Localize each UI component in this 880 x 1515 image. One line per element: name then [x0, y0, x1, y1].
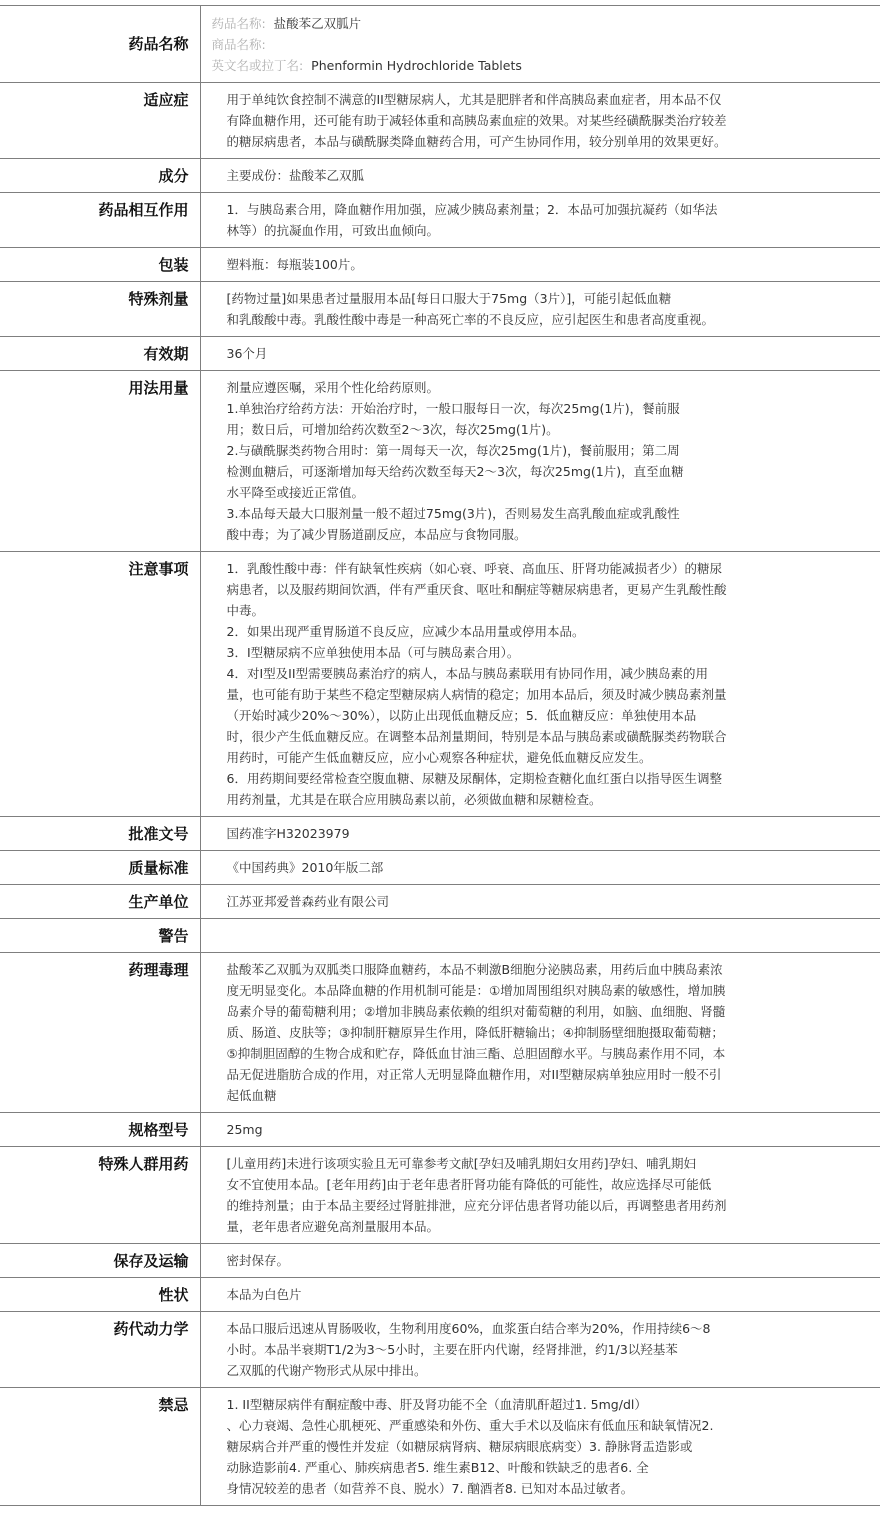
row-value-text: 国药准字H32023979 [226, 826, 350, 841]
row-value [200, 1312, 880, 1388]
row-interactions [0, 193, 880, 248]
row-value [200, 953, 880, 1113]
row-special-dosage [0, 282, 880, 337]
row-label: 包装 [0, 248, 200, 282]
row-specification [0, 1113, 880, 1147]
row-label: 成分 [0, 159, 200, 193]
row-label: 适应症 [0, 83, 200, 159]
row-value [200, 1278, 880, 1312]
row-label: 用法用量 [0, 371, 200, 552]
row-value [200, 83, 880, 159]
row-value-text: 用于单纯饮食控制不满意的II型糖尿病人，尤其是肥胖者和伴高胰岛素血症者，用本品不仅 有降血糖作用，还可能有助于减轻体重和高胰岛素血症的效果。对某些经磺酰脲类治疗较差 的糖尿病患者，本品与磺酰脲类降血糖药合用，可产生协同作用，较分别单用的效果更好。 [226, 92, 727, 149]
row-label: 特殊人群用药 [0, 1147, 200, 1244]
row-value-text: 盐酸苯乙双胍为双胍类口服降血糖药，本品不刺激B细胞分泌胰岛素，用药后血中胰岛素浓 度无明显变化。本品降血糖的作用机制可能是：①增加周围组织对胰岛素的敏感性，增加胰 岛素介导的葡萄糖利用；②增加非胰岛素依赖的组织对葡萄糖的利用，如脑、血细胞、肾髓 质、肠道、皮肤等；③抑制肝糖原异生作用，降低肝糖输出；④抑制肠壁细胞摄取葡萄糖； ⑤抑制胆固醇的生物合成和贮存，降低血甘油三酯、总胆固醇水平。与胰岛素作用不同，本 品无促进脂肪合成的作用，对正常人无明显降血糖作用，对II型糖尿病单独应用时一般不引 起低血糖 [226, 962, 726, 1103]
row-manufacturer [0, 885, 880, 919]
row-special-populations [0, 1147, 880, 1244]
generic-name-value: 盐酸苯乙双胍片 [273, 16, 362, 31]
row-value [200, 371, 880, 552]
row-value-text: 《中国药典》2010年版二部 [226, 860, 384, 875]
row-appearance [0, 1278, 880, 1312]
row-packaging [0, 248, 880, 282]
english-name-label: 英文名或拉丁名: [211, 58, 304, 73]
row-ingredients [0, 159, 880, 193]
row-contraindications [0, 1388, 880, 1506]
row-value [200, 817, 880, 851]
row-value-text: 密封保存。 [226, 1253, 290, 1268]
row-shelf-life [0, 337, 880, 371]
row-label: 注意事项 [0, 552, 200, 817]
row-value-text [227, 925, 865, 946]
row-value-text: 本品为白色片 [226, 1287, 302, 1302]
row-label: 批准文号 [0, 817, 200, 851]
row-label: 生产单位 [0, 885, 200, 919]
row-value [200, 851, 880, 885]
row-value-text: 主要成份：盐酸苯乙双胍 [226, 168, 365, 183]
row-value [200, 919, 880, 953]
row-value-text: [儿童用药]未进行该项实验且无可靠参考文献[孕妇及哺乳期妇女用药]孕妇、哺乳期妇 女不宜使用本品。[老年用药]由于老年患者肝肾功能有降低的可能性，故应选择尽可能低 的维持剂量；由于本品主要经过肾脏排泄，应充分评估患者肾功能以后，再调整患者用药剂 量，老年患者应避免高剂量服用本品。 [226, 1156, 727, 1234]
row-value-text: 剂量应遵医嘱，采用个性化给药原则。 1.单独治疗给药方法：开始治疗时，一般口服每日一次，每次25mg(1片)，餐前服 用；数日后，可增加给药次数至2～3次，每次25mg(1片)。 2.与磺酰脲类药物合用时：第一周每天一次，每次25mg(1片)，餐前服用；第二周 检测血糖后，可逐渐增加每天给药次数至每天2～3次，每次25mg(1片)，直至血糖 水平降至或接近正常值。 3.本品每天最大口服剂量一般不超过75mg(3片)，否则易发生高乳酸血症或乳酸性 酸中毒；为了减少胃肠道副反应，本品应与食物同服。 [226, 380, 684, 542]
row-pharmacology [0, 953, 880, 1113]
english-name-line [212, 55, 865, 76]
row-label: 质量标准 [0, 851, 200, 885]
row-value [200, 885, 880, 919]
english-name-value: Phenformin Hydrochloride Tablets [311, 58, 522, 73]
row-value [200, 1244, 880, 1278]
drug-info-table [0, 5, 880, 1506]
trade-name-line [212, 34, 865, 55]
row-value [200, 552, 880, 817]
row-value [200, 337, 880, 371]
row-usage-dosage [0, 371, 880, 552]
row-label: 警告 [0, 919, 200, 953]
row-label: 药品相互作用 [0, 193, 200, 248]
row-value-text: 1．乳酸性酸中毒：伴有缺氧性疾病（如心衰、呼衰、高血压、肝肾功能减损者少）的糖尿 病患者，以及服药期间饮酒，伴有严重厌食、呕吐和酮症等糖尿病患者，更易产生乳酸性酸 中毒。 2．如果出现严重胃肠道不良反应，应减少本品用量或停用本品。 3．I型糖尿病不应单独使用本品（可与胰岛素合用）。 4．对I型及II型需要胰岛素治疗的病人，本品与胰岛素联用有协同作用，减少胰岛素的用 量，也可能有助于某些不稳定型糖尿病人病情的稳定；加用本品后，须及时减少胰岛素剂量 （开始时减少20%～30%），以防止出现低血糖反应；5．低血糖反应：单独使用本品 时，很少产生低血糖反应。在调整本品剂量期间，特别是本品与胰岛素或磺酰脲类药物联合 用药时，可能产生低血糖反应，应小心观察各种症状，避免低血糖反应发生。 6．用药期间要经常检查空腹血糖、尿糖及尿酮体，定期检查糖化血红蛋白以指导医生调整 用药剂量，尤其是在联合应用胰岛素以前，必须做血糖和尿糖检查。 [226, 561, 727, 807]
row-precautions [0, 552, 880, 817]
row-indications [0, 83, 880, 159]
row-label: 有效期 [0, 337, 200, 371]
row-value-text: 1. II型糖尿病伴有酮症酸中毒、肝及肾功能不全（血清肌酐超过1. 5mg/dl） 、心力衰竭、急性心肌梗死、严重感染和外伤、重大手术以及临床有低血压和缺氧情况2. 糖尿病合并严重的慢性并发症（如糖尿病肾病、糖尿病眼底病变）3. 静脉肾盂造影或 动脉造影前4. 严重心、肺疾病患者5. 维生素B12、叶酸和铁缺乏的患者6. 全 身情况较差的患者（如营养不良、脱水）7. 酗酒者8. 已知对本品过敏者。 [226, 1397, 714, 1496]
row-label: 保存及运输 [0, 1244, 200, 1278]
row-label: 规格型号 [0, 1113, 200, 1147]
row-label: 禁忌 [0, 1388, 200, 1506]
row-quality-standard [0, 851, 880, 885]
generic-name-label: 药品名称: [211, 16, 266, 31]
row-value [200, 193, 880, 248]
row-pharmacokinetics [0, 1312, 880, 1388]
trade-name-label: 商品名称: [211, 37, 266, 52]
row-value-text: 塑料瓶：每瓶装100片。 [226, 257, 363, 272]
row-value-text: 江苏亚邦爱普森药业有限公司 [226, 894, 390, 909]
row-approval-number [0, 817, 880, 851]
row-label: 药品名称 [0, 6, 200, 83]
row-warning [0, 919, 880, 953]
row-value [200, 1113, 880, 1147]
row-value-text: [药物过量]如果患者过量服用本品[每日口服大于75mg（3片）]，可能引起低血糖 和乳酸酸中毒。乳酸性酸中毒是一种高死亡率的不良反应，应引起医生和患者高度重视。 [226, 291, 715, 327]
row-value-text: 本品口服后迅速从胃肠吸收，生物利用度60%，血浆蛋白结合率为20%，作用持续6～8 小时。本品半衰期T1/2为3～5小时，主要在肝内代谢，经肾排泄，约1/3以羟基苯 乙双胍的代谢产物形式从尿中排出。 [226, 1321, 711, 1378]
row-storage [0, 1244, 880, 1278]
drug-name-block [200, 6, 880, 83]
row-value [200, 1147, 880, 1244]
row-drug-name [0, 6, 880, 83]
row-value [200, 248, 880, 282]
row-label: 药代动力学 [0, 1312, 200, 1388]
row-value [200, 1388, 880, 1506]
row-value-text: 36个月 [226, 346, 268, 361]
row-value [200, 159, 880, 193]
generic-name-line [212, 13, 865, 34]
row-value-text: 25mg [226, 1122, 263, 1137]
row-label: 特殊剂量 [0, 282, 200, 337]
row-label: 性状 [0, 1278, 200, 1312]
row-value-text: 1．与胰岛素合用，降血糖作用加强，应减少胰岛素剂量；2．本品可加强抗凝药（如华法 林等）的抗凝血作用，可致出血倾向。 [226, 202, 718, 238]
row-value [200, 282, 880, 337]
row-label: 药理毒理 [0, 953, 200, 1113]
